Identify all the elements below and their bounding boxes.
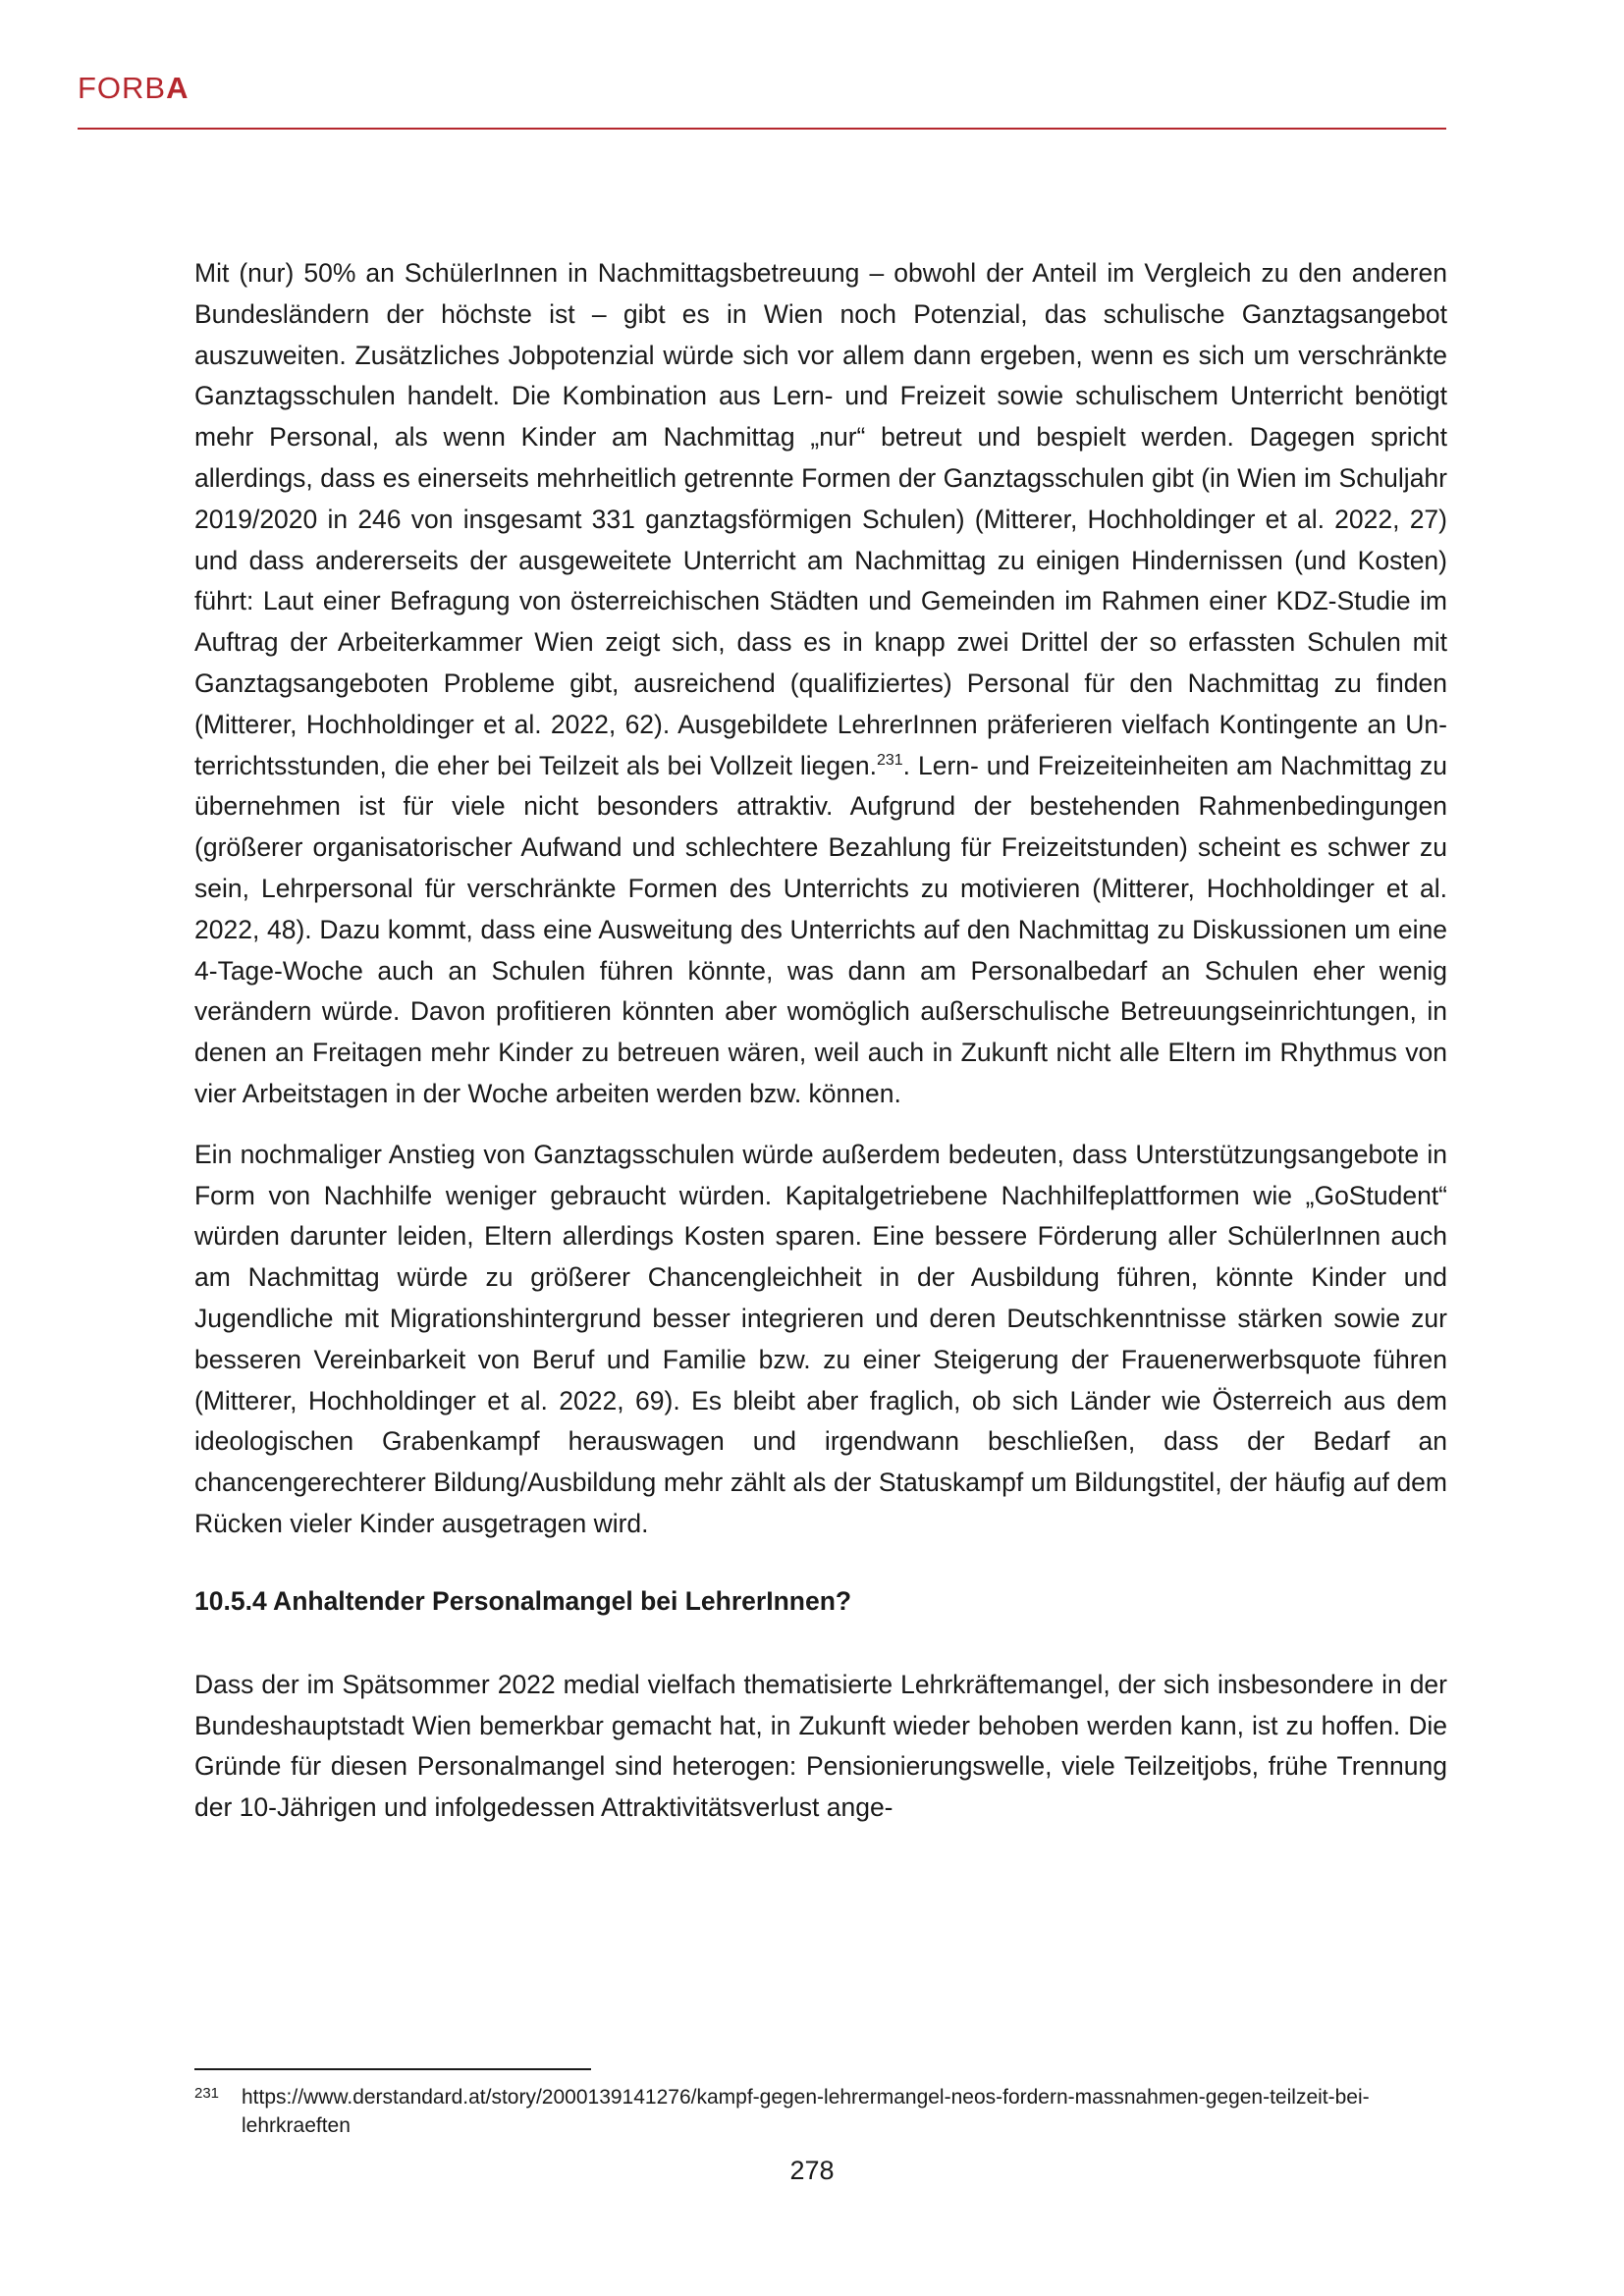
section-paragraph: Dass der im Spätsommer 2022 medial vielfach thematisierte Lehrkräftemangel, der sich insbesondere in der Bundeshauptstadt Wien bemerkbar gemacht hat, in Zukunft wieder behoben werden kann, ist zu hoffen. Die Gründe für diesen Personalmangel sind heterogen: Pensionierungswelle, viele Teilzeitjobs, frühe Trennung der 10-Jährigen und infolgedessen Attraktivitätsverlust ange- bbox=[194, 1669, 1447, 1823]
header-divider bbox=[78, 128, 1446, 130]
forba-logo bbox=[78, 71, 189, 106]
footnote-reference[interactable]: 231 bbox=[876, 751, 903, 769]
footnote-link[interactable]: https://www.derstandard.at/story/2000139141276/kampf-gegen-lehrermangel-neos-fordern-massnahmen-gegen-teilzeit-bei-lehrkraeften bbox=[242, 2086, 1370, 2137]
paragraph-1-text-b: . Lern- und Freizeiteinheiten am Nachmittag zu übernehmen ist für viele nicht besonders attraktiv. Aufgrund der bestehenden Rahmenbedingungen (größerer organisatorischer Aufwand und schlechtere Bezahlung für Freizeitstunden) scheint es schwer zu sein, Lehrpersonal für verschränkte Formen des Unterrichts zu motivieren (Mitterer, Hochholdinger et al. 2022, 48). Dazu kommt, dass eine Ausweitung des Unterrichts auf den Nachmittag zu Diskussionen um eine 4-Tage-Woche auch an Schulen führen könnte, was dann am Personalbedarf an Schulen eher wenig verändern würde. Davon profitieren könnten aber womöglich außerschulische Betreuungseinrichtungen, in denen an Freitagen mehr Kinder zu betreuen wären, weil auch in Zukunft nicht alle Eltern im Rhythmus von vier Arbeitstagen in der Woche arbeiten werden bzw. können. bbox=[194, 750, 1447, 1108]
paragraph-2: Ein nochmaliger Anstieg von Ganztagsschulen würde außerdem bedeuten, dass Unterstützungsangebote in Form von Nachhilfe weniger gebraucht würden. Kapitalgetriebene Nachhilfeplattformen wie „GoStudent“ würden darunter leiden, Eltern allerdings Kosten sparen. Eine bessere Förderung aller SchülerInnen auch am Nachmittag würde zu größerer Chancengleichheit in der Ausbildung führen, könnte Kinder und Jugendliche mit Migrationshintergrund besser integrieren und deren Deutschkenntnisse stärken sowie zur besseren Vereinbarkeit von Beruf und Familie bzw. zu einer Steigerung der Frauenerwerbsquote führen (Mitterer, Hochholdinger et al. 2022, 69). Es bleibt aber fraglich, ob sich Länder wie Österreich aus dem ideologischen Grabenkampf herauswagen und irgendwann beschließen, dass der Bedarf an chancengerechterer Bildung/Ausbildung mehr zählt als der Statuskampf um Bildungstitel, der häufig auf dem Rücken vieler Kinder ausgetragen wird. bbox=[194, 1139, 1447, 1538]
section-heading: 10.5.4 Anhaltender Personalmangel bei LehrerInnen? bbox=[194, 1585, 852, 1616]
page-number: 278 bbox=[789, 2156, 835, 2185]
logo-bold-part: A bbox=[166, 71, 189, 105]
footnote-number: 231 bbox=[194, 2085, 220, 2102]
paragraph-1 bbox=[194, 253, 1447, 1115]
main-content bbox=[194, 253, 1447, 1848]
footnote bbox=[194, 2083, 1447, 2140]
logo-regular-part: FORB bbox=[78, 71, 167, 105]
paragraph-1-text-a: Mit (nur) 50% an SchülerInnen in Nachmittagsbetreuung – obwohl der Anteil im Vergleich zu den anderen Bundesländern der höchste ist – gibt es in Wien noch Potenzial, das schulische Ganztagsangebot auszuweiten. Zusätzliches Jobpotenzial würde sich vor allem dann ergeben, wenn es sich um verschränkte Ganztagsschulen handelt. Die Kombination aus Lern- und Freizeit sowie schulischem Unterricht benötigt mehr Personal, als wenn Kinder am Nachmittag „nur“ betreut und bespielt werden. Dagegen spricht allerdings, dass es einerseits mehrheitlich getrennte Formen der Ganztagsschulen gibt (in Wien im Schuljahr 2019/2020 in 246 von insgesamt 331 ganztagsförmigen Schulen) (Mitterer, Hochholdinger et al. 2022, 27) und dass andererseits der ausgeweitete Unterricht am Nachmittag zu einigen Hindernissen (und Kosten) führt: Laut einer Befragung von österreichischen Städten und Gemeinden im Rahmen einer KDZ-Studie im Auftrag der Arbeiterkammer Wien zeigt sich, dass es in knapp zwei Drittel der so erfassten Schulen mit Ganztagsangeboten Probleme gibt, ausreichend (qualifiziertes) Personal für den Nachmittag zu finden (Mitterer, Hochholdinger et al. 2022, 62). Ausgebildete LehrerInnen präferieren vielfach Kontingente an Unterrichtsstunden, die eher bei Teilzeit als bei Vollzeit liegen. bbox=[194, 258, 1447, 780]
footnote-divider bbox=[194, 2068, 591, 2070]
